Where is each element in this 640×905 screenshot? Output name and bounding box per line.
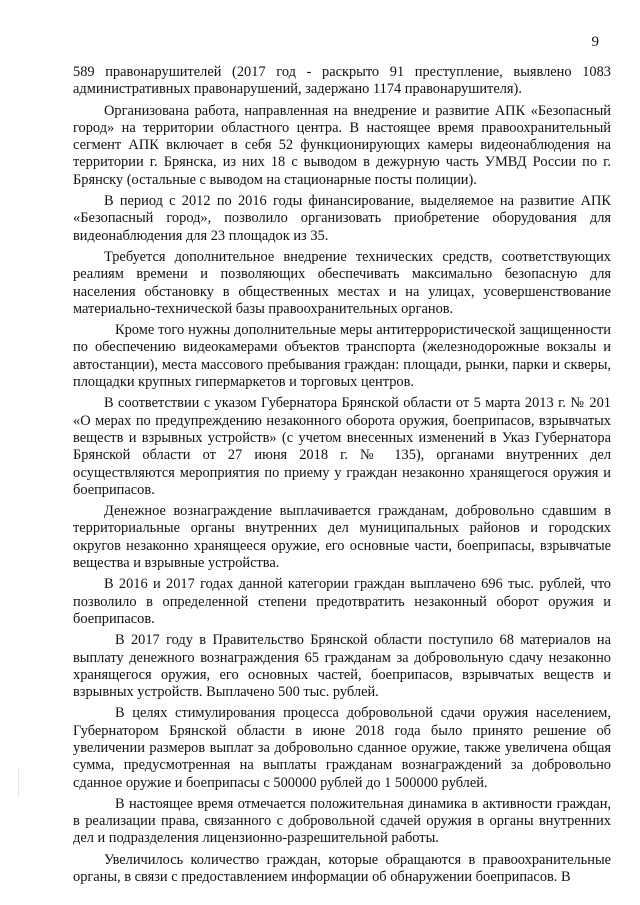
paragraph-2: Организована работа, направленная на внедрение и развитие АПК «Безопасный город» на территории областного центра. В настоящее время правоохранительный сегмент АПК включает в себя 52 функционирующих камеры видеонаблюдения на территории г. Брянска, из них 18 с выводом в дежурную часть УМВД России по г. Брянску (остальные с выводом на стационарные посты полиции). bbox=[73, 102, 611, 188]
document-body bbox=[73, 64, 611, 890]
paragraph-4: Требуется дополнительное внедрение технических средств, соответствующих реалиям времени и позволяющих обеспечивать максимально безопасную для населения обстановку в общественных местах и на улицах, усовершенствование материально-технической базы правоохранительных органов. bbox=[73, 248, 611, 317]
paragraph-6: В соответствии с указом Губернатора Брянской области от 5 марта 2013 г. № 201 «О мерах по предупреждению незаконного оборота оружия, боеприпасов, взрывчатых веществ и взрывных устройств» (с учетом внесенных изменений в Указ Губернатора Брянской области от 27 июня 2018 г. № 135), органами внутренних дел осуществляются мероприятия по приему у граждан незаконно хранящегося оружия и боеприпасов. bbox=[73, 395, 611, 498]
paragraph-5: Кроме того нужны дополнительные меры антитеррористической защищенности по обеспечению видеокамерами объектов транспорта (железнодорожные вокзалы и автостанции), места массового пребывания граждан: площади, рынки, парки и скверы, площадки крупных гипермаркетов и торговых центров. bbox=[73, 322, 611, 391]
paragraph-8: В 2016 и 2017 годах данной категории граждан выплачено 696 тыс. рублей, что позволило в определенной степени предотвратить незаконный оборот оружия и боеприпасов. bbox=[73, 576, 611, 627]
page-number: 9 bbox=[591, 34, 599, 50]
paragraph-9: В 2017 году в Правительство Брянской области поступило 68 материалов на выплату денежного вознаграждения 65 гражданам за добровольную сдачу незаконно хранящегося оружия, его основных частей, боеприпасов, взрывчатых веществ и взрывных устройств. Выплачено 500 тыс. рублей. bbox=[73, 632, 611, 701]
paragraph-12: Увеличилось количество граждан, которые обращаются в правоохранительные органы, в связи с предоставлением информации об обнаружении боеприпасов. В bbox=[73, 851, 611, 886]
paragraph-3: В период с 2012 по 2016 годы финансирование, выделяемое на развитие АПК «Безопасный город», позволило организовать приобретение оборудования для видеонаблюдения для 23 площадок из 35. bbox=[73, 193, 611, 244]
scan-margin-mark bbox=[18, 768, 19, 798]
paragraph-1: 589 правонарушителей (2017 год - раскрыто 91 преступление, выявлено 1083 административных правонарушений, задержано 1174 правонарушителя). bbox=[73, 64, 611, 98]
paragraph-10: В целях стимулирования процесса добровольной сдачи оружия населением, Губернатором Брянской области в июне 2018 года было принято решение об увеличении размеров выплат за добровольно сданное оружие, также увеличена общая сумма, предусмотренная на выплаты гражданам вознаграждений за добровольно сданное оружие и боеприпасы с 500000 рублей до 1 500000 рублей. bbox=[73, 705, 611, 791]
paragraph-11: В настоящее время отмечается положительная динамика в активности граждан, в реализации права, связанного с добровольной сдачей оружия в органы внутренних дел и подразделения лицензионно-разрешительной работы. bbox=[73, 795, 611, 847]
paragraph-7: Денежное вознаграждение выплачивается гражданам, добровольно сдавшим в территориальные органы внутренних дел муниципальных районов и городских округов незаконно хранящееся оружие, его основные части, боеприпасы, взрывчатые вещества и взрывные устройства. bbox=[73, 503, 611, 572]
